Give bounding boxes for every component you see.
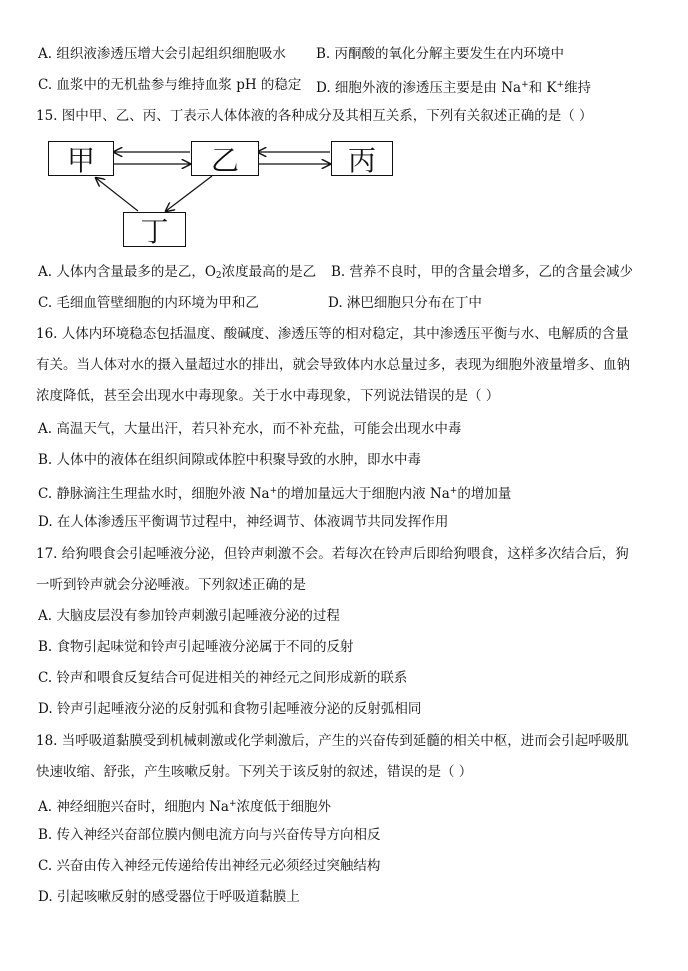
q16-option-a: A. 高温天气，大量出汗，若只补充水，而不补充盐，可能会出现水中毒 xyxy=(38,421,462,437)
q17-stem-line1: 17. 给狗喂食会引起唾液分泌，但铃声刺激不会。若每次在铃声后即给狗喂食，这样多次结合后，狗 xyxy=(36,546,629,562)
diagram-arrows xyxy=(0,0,688,260)
q18-stem-line1: 18. 当呼吸道黏膜受到机械刺激或化学刺激后，产生的兴奋传到延髓的相关中枢，进而会引起呼吸肌 xyxy=(36,733,629,749)
q16-stem-line2: 有关。当人体对水的摄入量超过水的排出，就会导致体内水总量过多，表现为细胞外液量增多、血钠 xyxy=(36,357,630,373)
q18-option-c: C. 兴奋由传入神经元传递给传出神经元必须经过突触结构 xyxy=(38,858,381,874)
q14-option-a: A. 组织液渗透压增大会引起组织细胞吸水 xyxy=(38,46,286,62)
q16-stem-line3: 浓度降低，甚至会出现水中毒现象。关于水中毒现象，下列说法错误的是（ ） xyxy=(36,388,500,404)
q15-option-b: B. 营养不良时，甲的含量会增多，乙的含量会减少 xyxy=(331,264,634,280)
box-bing: 丙 xyxy=(331,141,393,176)
q14-option-b: B. 丙酮酸的氧化分解主要发生在内环境中 xyxy=(316,46,565,62)
q15-option-a: A. 人体内含量最多的是乙，$O_2$浓度最高的是乙 xyxy=(38,264,317,281)
q17-option-d: D. 铃声引起唾液分泌的反射弧和食物引起唾液分泌的反射弧相同 xyxy=(38,701,422,717)
q18-option-a: A. 神经细胞兴奋时，细胞内 Na+浓度低于细胞外 xyxy=(38,799,332,815)
box-ding: 丁 xyxy=(123,212,186,247)
q17-option-a: A. 大脑皮层没有参加铃声刺激引起唾液分泌的过程 xyxy=(38,608,340,624)
arrow-ding-to-jia xyxy=(96,178,138,211)
q16-option-c: C. 静脉滴注生理盐水时，细胞外液 Na+的增加量远大于细胞内液 Na+的增加量 xyxy=(38,486,512,502)
q15-stem: 15. 图中甲、乙、丙、丁表示人体体液的各种成分及其相互关系，下列有关叙述正确的是（ ） xyxy=(36,108,593,124)
q14-option-c: C. 血浆中的无机盐参与维持血浆 pH 的稳定 xyxy=(38,77,302,93)
q15-option-d: D. 淋巴细胞只分布在丁中 xyxy=(328,295,482,311)
q16-option-b: B. 人体中的液体在组织间隙或体腔中积聚导致的水肿，即水中毒 xyxy=(38,452,422,468)
q16-option-d: D. 在人体渗透压平衡调节过程中，神经调节、体液调节共同发挥作用 xyxy=(38,514,449,530)
q18-option-b: B. 传入神经兴奋部位膜内侧电流方向与兴奋传导方向相反 xyxy=(38,827,381,843)
q14-option-d: D. 细胞外液的渗透压主要是由 Na+和 K+维持 xyxy=(316,80,592,96)
q18-option-d: D. 引起咳嗽反射的感受器位于呼吸道黏膜上 xyxy=(38,889,300,905)
q16-stem-line1: 16. 人体内环境稳态包括温度、酸碱度、渗透压等的相对稳定，其中渗透压平衡与水、电解质的含量 xyxy=(36,326,629,342)
q17-option-b: B. 食物引起味觉和铃声引起唾液分泌属于不同的反射 xyxy=(38,639,354,655)
q17-stem-line2: 一听到铃声就会分泌唾液。下列叙述正确的是 xyxy=(36,577,306,593)
q18-stem-line2: 快速收缩、舒张，产生咳嗽反射。下列关于该反射的叙述，错误的是（ ） xyxy=(36,764,473,780)
box-yi: 乙 xyxy=(191,141,259,176)
box-jia: 甲 xyxy=(48,141,114,176)
arrow-yi-to-ding xyxy=(166,176,212,211)
q15-option-c: C. 毛细血管壁细胞的内环境为甲和乙 xyxy=(38,295,259,311)
q17-option-c: C. 铃声和喂食反复结合可促进相关的神经元之间形成新的联系 xyxy=(38,670,408,686)
